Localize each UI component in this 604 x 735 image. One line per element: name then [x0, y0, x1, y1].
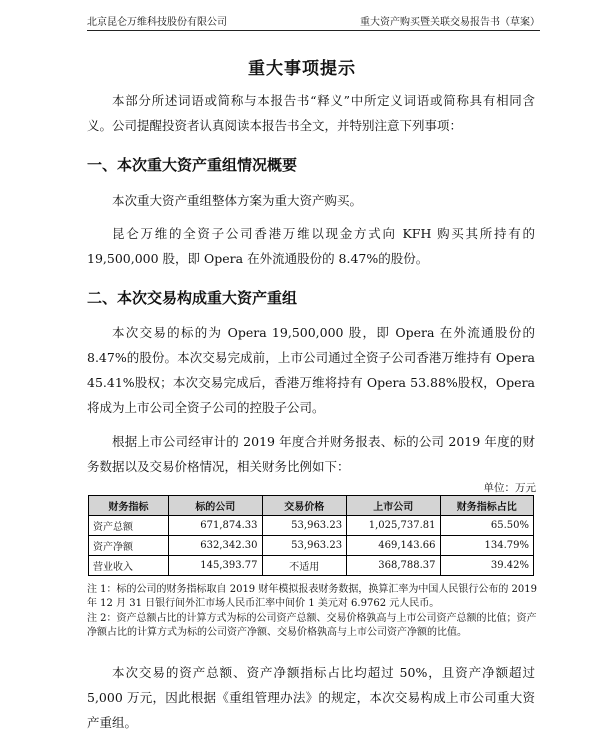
table-cell: 53,963.23 [262, 536, 347, 556]
page-title: 重大事项提示 [248, 59, 356, 79]
table-note-2: 注 2：资产总额占比的计算方式为标的公司资产总额、交易价格孰高与上市公司资产总额的比值；资产净额占比的计算方式为标的公司资产净额、交易价格孰高与上市公司资产净额的比值。 [87, 613, 537, 638]
section-2-heading: 二、本次交易构成重大资产重组 [87, 289, 298, 307]
table-unit: 单位：万元 [483, 482, 536, 494]
table-row [89, 516, 534, 536]
section-2-paragraph-2: 根据上市公司经审计的 2019 年度合并财务报表、标的公司 2019 年度的财务数据以及交易价格情况，相关财务比例如下： [87, 434, 535, 474]
table-note-1: 注 1：标的公司的财务指标取自 2019 财年模拟报表财务数据，换算汇率为中国人民银行公布的 2019 年 12 月 31 日银行间外汇市场人民币汇率中间价 1 美元对 6.9762 元人民币。 [87, 584, 537, 609]
table-cell: 65.50% [440, 516, 533, 536]
header-document-title: 重大资产购买暨关联交易报告书（草案） [360, 17, 540, 28]
table-cell: 53,963.23 [262, 516, 347, 536]
table-row [89, 536, 534, 556]
financial-ratio-table [88, 495, 534, 576]
header-company: 北京昆仑万维科技股份有限公司 [87, 17, 227, 28]
page-header [87, 8, 540, 31]
column-header: 财务指标占比 [440, 496, 533, 516]
conclusion-paragraph: 本次交易的资产总额、资产净额指标占比均超过 50%，且资产净额超过 5,000 万元，因此根据《重组管理办法》的规定，本次交易构成上市公司重大资产重组。 [87, 665, 535, 730]
table-cell: 不适用 [262, 556, 347, 576]
section-2-paragraph-1: 本次交易的标的为 Opera 19,500,000 股，即 Opera 在外流通股份的 8.47%的股份。本次交易完成前，上市公司通过全资子公司香港万维持有 Opera 45.41%股权；本次交易完成后，香港万维将持有 Opera 53.88%股权，Opera 将成为上市公司全资子公司的控股子公司。 [87, 325, 535, 415]
row-label: 资产总额 [89, 516, 169, 536]
table-cell: 632,342.30 [169, 536, 262, 556]
table-cell: 145,393.77 [169, 556, 262, 576]
table-cell: 1,025,737.81 [347, 516, 440, 536]
column-header: 交易价格 [262, 496, 347, 516]
table-cell: 368,788.37 [347, 556, 440, 576]
table-cell: 671,874.33 [169, 516, 262, 536]
column-header: 财务指标 [89, 496, 169, 516]
column-header: 标的公司 [169, 496, 262, 516]
section-1-paragraph-1: 本次重大资产重组整体方案为重大资产购买。 [112, 193, 363, 208]
row-label: 资产净额 [89, 536, 169, 556]
row-label: 营业收入 [89, 556, 169, 576]
intro-paragraph: 本部分所述词语或简称与本报告书“释义”中所定义词语或简称具有相同含义。公司提醒投资者认真阅读本报告书全文，并特别注意下列事项： [87, 93, 535, 133]
table-row [89, 556, 534, 576]
section-1-paragraph-2: 昆仑万维的全资子公司香港万维以现金方式向 KFH 购买其所持有的 19,500,000 股，即 Opera 在外流通股份的 8.47%的股份。 [87, 226, 535, 266]
table-cell: 469,143.66 [347, 536, 440, 556]
section-1-heading: 一、本次重大资产重组情况概要 [87, 156, 298, 174]
table-header-row [89, 496, 534, 516]
table-cell: 39.42% [440, 556, 533, 576]
table-cell: 134.79% [440, 536, 533, 556]
column-header: 上市公司 [347, 496, 440, 516]
